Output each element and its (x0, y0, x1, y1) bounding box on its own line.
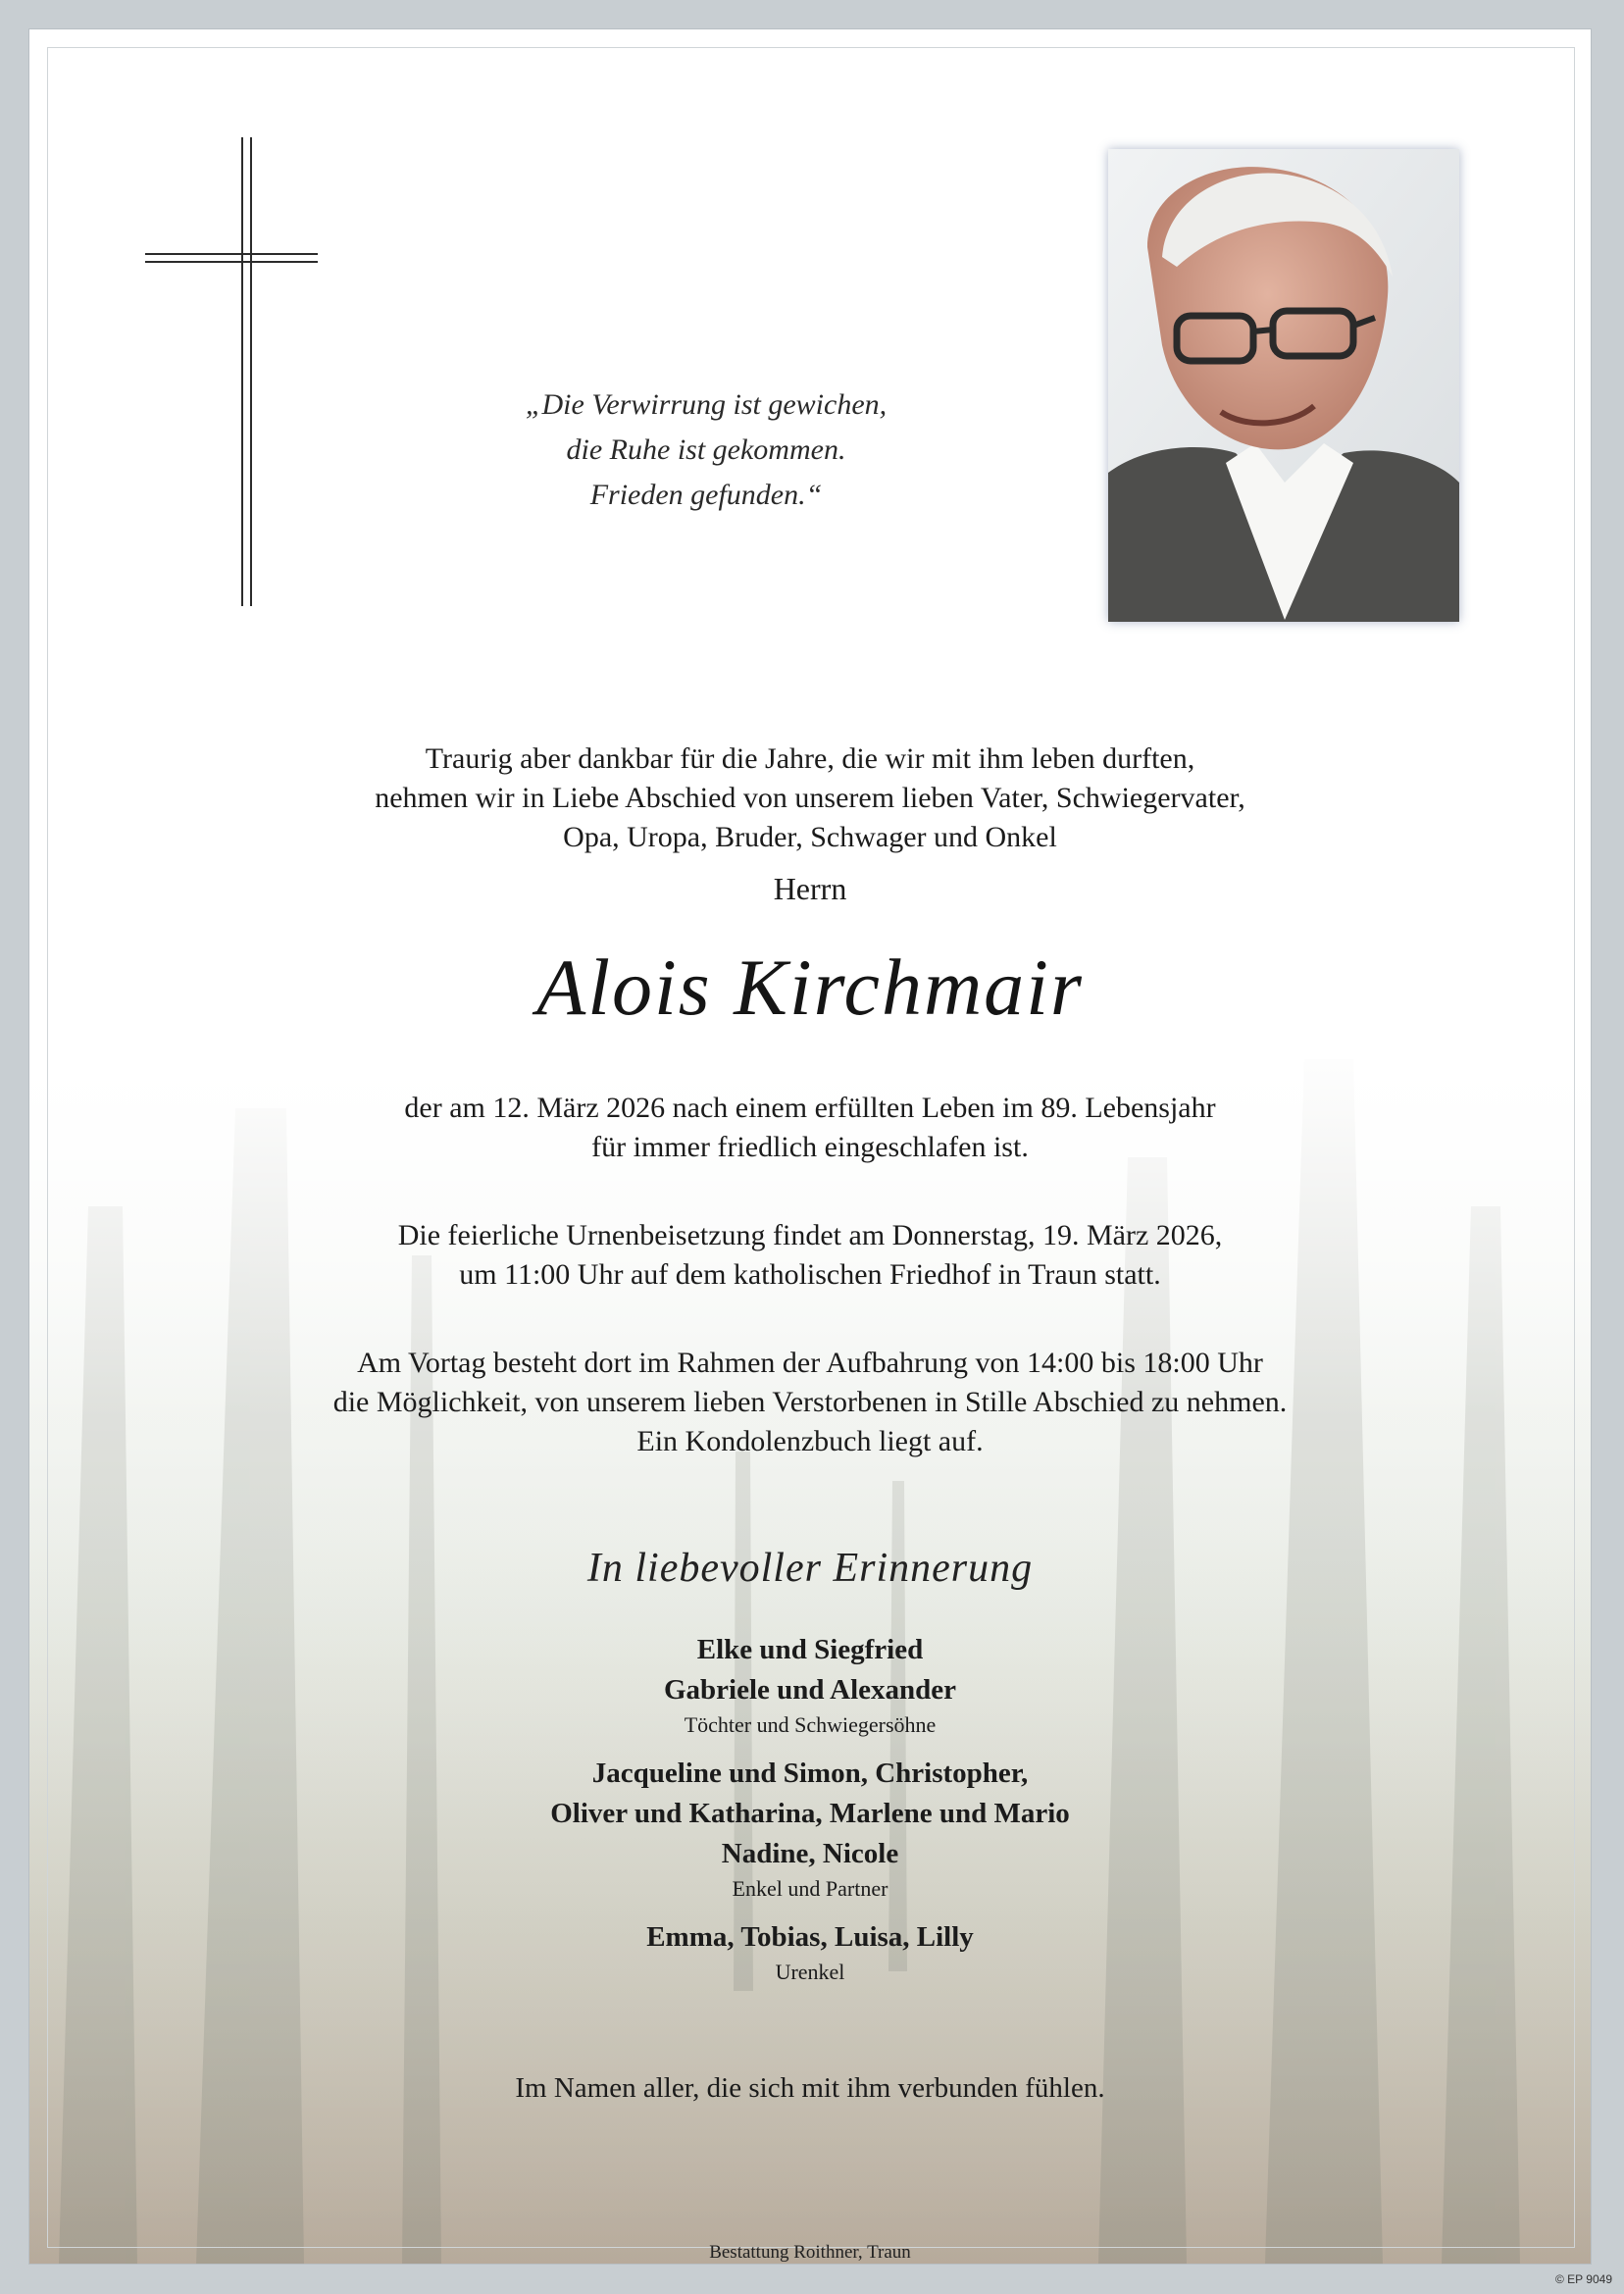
product-code: © EP 9049 (1555, 2272, 1612, 2286)
intro-line: Opa, Uropa, Bruder, Schwager und Onkel (563, 821, 1057, 853)
viewing-line: die Möglichkeit, von unserem lieben Verstorbenen in Stille Abschied zu nehmen. (332, 1386, 1288, 1418)
intro-line: Traurig aber dankbar für die Jahre, die wir mit ihm leben durften, (425, 742, 1195, 775)
obituary-sheet (29, 29, 1591, 2264)
portrait-photo (1108, 149, 1459, 622)
viewing-line: Ein Kondolenzbuch liegt auf. (636, 1425, 984, 1457)
quote-line: „Die Verwirrung ist gewichen, (525, 388, 888, 421)
funeral-line: Die feierliche Urnenbeisetzung findet am Donnerstag, 19. März 2026, (397, 1219, 1223, 1251)
family-name: Jacqueline und Simon, Christopher, (591, 1758, 1029, 1789)
closing-line: Im Namen aller, die sich mit ihm verbunden fühlen. (515, 2072, 1105, 2104)
quote-line: Frieden gefunden.“ (589, 479, 823, 511)
viewing-notice (177, 1344, 1444, 1461)
death-line: für immer friedlich eingeschlafen ist. (591, 1131, 1029, 1163)
funeral-line: um 11:00 Uhr auf dem katholischen Friedhof in Traun statt. (459, 1258, 1161, 1291)
family-name: Oliver und Katharina, Marlene und Mario (550, 1798, 1070, 1829)
family-role: Enkel und Partner (732, 1876, 888, 1901)
family-role: Töchter und Schwiegersöhne (684, 1712, 937, 1737)
undertaker: Bestattung Roithner, Traun (709, 2242, 911, 2263)
cross-icon (145, 137, 322, 608)
family-name: Elke und Siegfried (696, 1634, 924, 1665)
death-line: der am 12. März 2026 nach einem erfüllten Leben im 89. Lebensjahr (404, 1092, 1216, 1124)
viewing-line: Am Vortag besteht dort im Rahmen der Aufbahrung von 14:00 bis 18:00 Uhr (357, 1347, 1263, 1379)
family-role: Urenkel (775, 1960, 845, 1984)
intro-text (226, 739, 1395, 857)
memory-heading: In liebevoller Erinnerung (586, 1546, 1034, 1591)
funeral-notice (177, 1216, 1444, 1295)
intro-line: nehmen wir in Liebe Abschied von unserem lieben Vater, Schwiegervater, (375, 782, 1245, 814)
deceased-name: Alois Kirchmair (536, 943, 1084, 1032)
quote-line: die Ruhe ist gekommen. (566, 433, 846, 466)
salutation: Herrn (773, 871, 847, 906)
family-list (320, 1630, 1300, 2001)
quote (461, 382, 951, 518)
death-notice (177, 1089, 1444, 1167)
family-name: Gabriele und Alexander (663, 1674, 957, 1706)
family-name: Emma, Tobias, Luisa, Lilly (646, 1921, 974, 1953)
family-name: Nadine, Nicole (721, 1838, 899, 1869)
